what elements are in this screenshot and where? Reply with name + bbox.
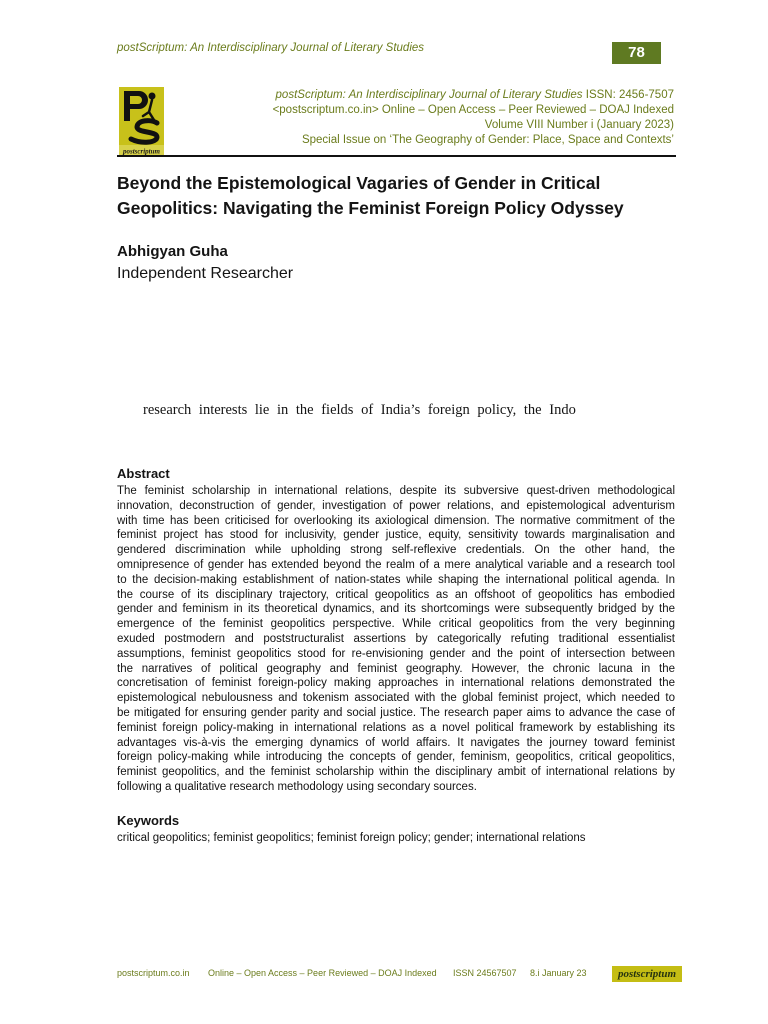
abstract-line: the narratives of political geography and feminist geography. However, the chronic lacuna in the: [117, 662, 675, 675]
footer-issn: ISSN 24567507: [453, 968, 517, 978]
abstract-body: [117, 484, 675, 795]
abstract-line: advantages vis-à-vis the emerging dynamics of world affairs. It navigates the journey toward feminist: [117, 736, 675, 749]
masthead-journal-name: postScriptum: An Interdisciplinary Journal of Literary Studies: [275, 89, 583, 101]
abstract-line: feminist geopolitics, and the feminist scholarship within the disciplinary ambit of international relations by: [117, 766, 675, 779]
running-header-journal: postScriptum: An Interdisciplinary Journal of Literary Studies: [117, 42, 425, 54]
abstract-line: epistemological nebulousness and tokenism associated with the global feminist project, which needed to: [117, 692, 675, 705]
abstract-line: feminist project has stood for inclusivity, gender justice, equity, sensitivity towards marginalisation and: [117, 529, 675, 542]
keywords-heading: Keywords: [117, 813, 180, 828]
logo-wordmark: postscriptum: [123, 147, 160, 156]
masthead-issn: ISSN: 2456-7507: [585, 89, 674, 101]
header-divider: [117, 155, 676, 157]
masthead-journal-line: [273, 88, 674, 103]
footer-site: postscriptum.co.in: [117, 968, 190, 978]
page-number: 78: [612, 42, 661, 64]
footer-issue: 8.i January 23: [530, 968, 587, 978]
stray-text-line: research interests lie in the fields of India’s foreign policy, the Indo: [143, 402, 576, 418]
abstract-line: emergence of the feminist geopolitics perspective. While critical geopolitics from the very beginning: [117, 618, 675, 631]
abstract-line: foreign policy-making while introducing the concepts of gender, feminism, geopolitics, critical geopolitics,: [117, 751, 675, 764]
masthead: [273, 88, 674, 148]
abstract-line: omnipresence of gender has extended beyond the realm of a mere analytical variable and a research tool: [117, 558, 675, 571]
author-affiliation: Independent Researcher: [117, 265, 294, 282]
abstract-line: following a qualitative research methodology using secondary sources.: [117, 780, 477, 793]
abstract-line: assumptions, feminist geopolitics stood for re-envisioning gender and the point of intersection between: [117, 647, 675, 660]
abstract-heading: Abstract: [117, 466, 170, 481]
abstract-line: be mitigated for ensuring gender parity and social justice. The research paper aims to advance the case of: [117, 706, 675, 719]
abstract-line: The feminist scholarship in international relations, despite its subversive quest-driven methodological: [117, 485, 675, 497]
author-name: Abhigyan Guha: [117, 243, 228, 260]
abstract-line: to the decision-making establishment of nation-states while shaping the international political agenda. In: [117, 573, 675, 586]
abstract-line: concretisation of feminist foreign-policy making approaches in international relations demonstrated the: [117, 677, 675, 690]
abstract-line: feminist foreign policy-making in international relations as a novel political framework by establishing its: [117, 721, 675, 734]
masthead-access-line: <postscriptum.co.in> Online – Open Access – Peer Reviewed – DOAJ Indexed: [272, 104, 674, 116]
abstract-line: gendered discrimination while upholding strong self-reflexive credentials. On the other hand, the: [117, 544, 675, 557]
masthead-volume: Volume VIII Number i (January 2023): [484, 119, 674, 131]
article-title-line: Geopolitics: Navigating the Feminist Foreign Policy Odyssey: [117, 198, 624, 218]
article-title-line: Beyond the Epistemological Vagaries of Gender in Critical: [117, 173, 601, 193]
masthead-special-issue: Special Issue on ‘The Geography of Gender: Place, Space and Contexts’: [301, 134, 674, 146]
article-title: [117, 171, 624, 221]
abstract-line: exuded postmodern and poststructuralist assertions by categorically refuting traditional essentialist: [117, 632, 675, 645]
journal-logo: [119, 87, 164, 156]
footer-logo: postscriptum: [612, 966, 682, 982]
abstract-line: gender and feminism in its theoretical dynamics, and its shortcomings were subsequently bridged by the: [117, 603, 675, 616]
keywords-list: critical geopolitics; feminist geopolitics; feminist foreign policy; gender; international relations: [117, 832, 586, 844]
abstract-line: innovation, deconstruction of gender, investigation of power relations, and epistemological adventurism: [117, 499, 675, 512]
footer-access: Online – Open Access – Peer Reviewed – DOAJ Indexed: [208, 968, 437, 978]
abstract-line: with time has been criticised for overlooking its axiological dimension. The normative commitment of the: [117, 514, 675, 527]
abstract-line: the course of its disciplinary trajectory, critical geopolitics as an offshoot of geopolitics has embodied: [117, 588, 675, 601]
